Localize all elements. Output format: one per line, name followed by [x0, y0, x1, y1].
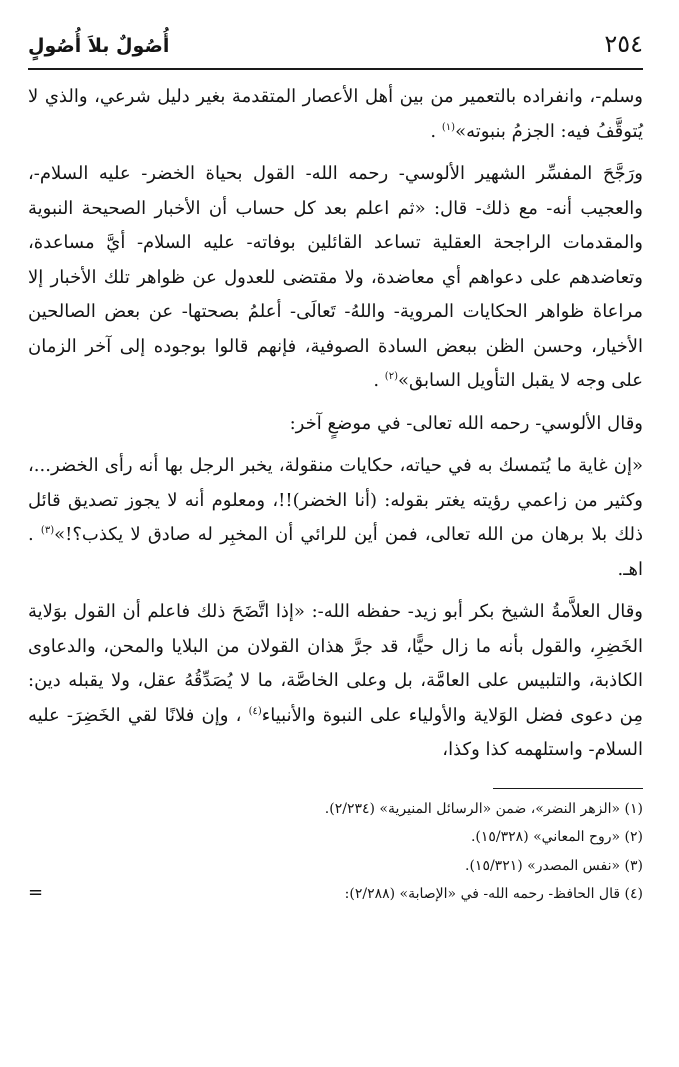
footnote-item — [28, 823, 643, 852]
main-text — [28, 80, 643, 768]
footnote-item — [28, 880, 643, 909]
footnote-text: «الزهر النضر»، ضمن «الرسائل المنيرية» (٢/٢٣٤). — [324, 800, 621, 817]
page-header — [28, 30, 643, 64]
paragraph-tail: . — [373, 370, 380, 391]
paragraph-tail: ، وإن فلانًا لقي الخَضِرَ- عليه السلام- واستلهمه كذا وكذا، — [28, 704, 643, 760]
paragraph-text: «إن غاية ما يُتمسك به في حياته، حكايات منقولة، يخبر الرجل بها أنه رأى الخضر...، وكثير من زاعمي رؤيته يغتر بقوله: (أنا الخضر)!!، ومعلوم أنه لا يجوز تصديق قائل ذلك بلا برهان من الله تعالى، فمن أين للرائي أن المخبِر له صادق لا يكذب؟!» — [28, 455, 643, 545]
footnotes — [28, 795, 643, 909]
footnote-text: «نفس المصدر» (١٥/٣٢١). — [465, 857, 621, 874]
paragraph-tail: . — [430, 120, 437, 142]
paragraph-tail: . اهـ. — [28, 524, 643, 580]
footnote-number: (٢) — [624, 829, 643, 845]
paragraph — [28, 449, 643, 587]
footnote-ref: (٢) — [384, 371, 398, 382]
header-rule — [28, 68, 643, 70]
footnote-number: (٣) — [624, 857, 643, 874]
footnote-ref: (٣) — [40, 525, 55, 536]
paragraph-text: وقال الألوسي- رحمه الله تعالى- في موضعٍ آخر: — [289, 412, 643, 434]
footnote-text: قال الحافظ- رحمه الله- في «الإصابة» (٢/٢٨٨): — [344, 886, 621, 902]
footnote-number: (١) — [624, 800, 643, 817]
footnote-ref: (٤) — [248, 705, 262, 717]
paragraph-text: وقال العلاَّمةُ الشيخ بكر أبو زيد- حفظه الله-: «إذا اتَّضَحَ ذلك فاعلم أن القول بوَلاية الخَضِرِ، والقول بأنه ما زال حيًّا، قد جرَّ هذان القولان من البلايا والمحن، والدعاوى الكاذبة، والتلبيس على العامَّة، بل وعلى الخاصَّة، ما لا يُصَدِّقُهُ عقل، ولا يقبله دين: مِن دعوى فضل الوَلاية والأولياء على النبوة والأنبياء — [28, 601, 644, 726]
footnote-number: (٤) — [624, 886, 643, 902]
paragraph — [28, 157, 643, 399]
paragraph — [28, 595, 643, 768]
footnote-ref: (١) — [441, 121, 456, 133]
paragraph-text: ورَجَّحَ المفسِّر الشهير الألوسي- رحمه الله- القول بحياة الخضر- عليه السلام-، والعجيب أنه- مع ذلك- قال: «ثم اعلم بعد كل حساب أن الأخبار الصحيحة النبوية والمقدمات الراجحة العقلية تساعد القائلين بوفاته- عليه السلام- أيَّ مساعدة، وتعاضدهم على دعواهم أي معاضدة، ولا مقتضى للعدول عن ظواهر تلك الأخبار إلا مراعاة ظواهر الحكايات المروية- واللهُ- تَعالَى- أعلمُ بصحتها- عن بعض الصالحين الأخيار، وحسن الظن ببعض السادة الصوفية، فإنهم قالوا بوجوده إلى آخر الزمان على وجه لا يقبل التأويل السابق» — [28, 163, 643, 391]
paragraph — [28, 407, 643, 442]
paragraph — [28, 80, 643, 149]
page-number: ٢٥٤ — [604, 30, 643, 58]
running-title: أُصُولٌ بلاَ أُصُولٍ — [28, 35, 170, 57]
footnote-text: «روح المعاني» (١٥/٣٢٨). — [470, 829, 621, 845]
footnote-separator — [493, 788, 643, 789]
continuation-mark: = — [28, 882, 44, 903]
footnote-item — [28, 795, 643, 824]
footnote-item — [28, 852, 643, 881]
paragraph-text: وسلم-، وانفراده بالتعمير من بين أهل الأعصار المتقدمة بغير دليل شرعي، والذي لا يُتوقَّفُ فيه: الجزمُ بنبوته» — [28, 86, 643, 142]
